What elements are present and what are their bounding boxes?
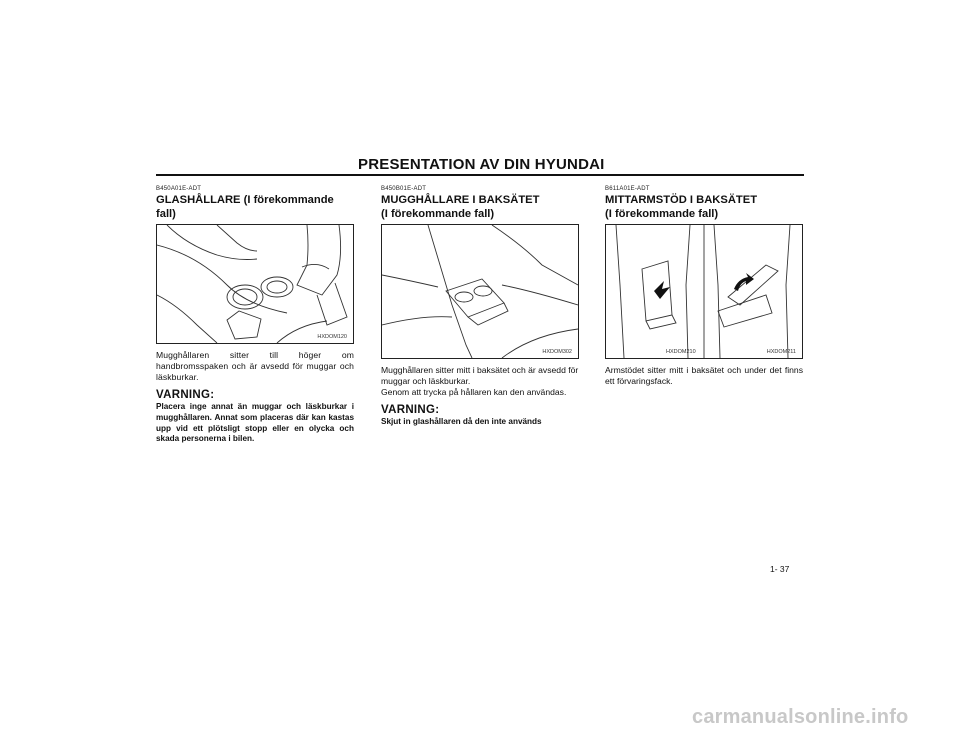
rear-cup-holder-illustration (381, 224, 579, 359)
section-code: B450B01E-ADT (381, 186, 427, 192)
section-body-line-2: Genom att trycka på hållaren kan den användas. (381, 386, 567, 397)
figure-label: HXDOM302 (542, 349, 572, 355)
section-code: B611A01E-ADT (605, 186, 650, 192)
section-rear-armrest (605, 186, 803, 387)
page-header-title: PRESENTATION AV DIN HYUNDAI (358, 156, 605, 173)
section-rear-cup-holder (381, 186, 579, 428)
cup-holder-illustration (156, 224, 354, 344)
figure-label: HXDOM120 (317, 334, 347, 340)
section-title: GLASHÅLLARE (I förekommande fall) (156, 194, 334, 220)
armrest-illustration (605, 224, 803, 359)
section-cup-holder (156, 186, 354, 445)
section-code: B450A01E-ADT (156, 186, 202, 192)
warning-text: Skjut in glashållaren då den inte används (381, 417, 542, 427)
warning-title: VARNING: (156, 389, 215, 402)
warning-title: VARNING: (381, 404, 440, 417)
section-title-line-2: (I förekommande fall) (605, 208, 719, 220)
page-number: 1- 37 (770, 564, 790, 574)
section-body: Armstödet sitter mitt i baksätet och under det finns ett förvaringsfack. (605, 365, 803, 386)
section-title-line-2: (I förekommande fall) (381, 208, 495, 220)
section-body-line-1: Mugghållaren sitter mitt i baksätet och är avsedd för muggar och läskburkar. (381, 365, 579, 386)
section-body: Mugghållaren sitter till höger om handbromsspaken och är avsedd för muggar och läskburkar. (156, 350, 354, 382)
warning-text: Placera inge annat än muggar och läskburkar i mugghållaren. Annat som placeras där kan kastas upp vid ett plötsligt stopp eller en olycka och skada personerna i bilen. (156, 402, 354, 444)
header-divider (156, 174, 804, 176)
section-title-line-1: MUGGHÅLLARE I BAKSÄTET (381, 194, 540, 206)
figure-label-right: HXDOM211 (766, 349, 796, 355)
watermark: carmanualsonline.info (692, 706, 909, 728)
section-title-line-1: MITTARMSTÖD I BAKSÄTET (605, 194, 758, 206)
figure-label-left: HXDOM210 (666, 349, 696, 355)
